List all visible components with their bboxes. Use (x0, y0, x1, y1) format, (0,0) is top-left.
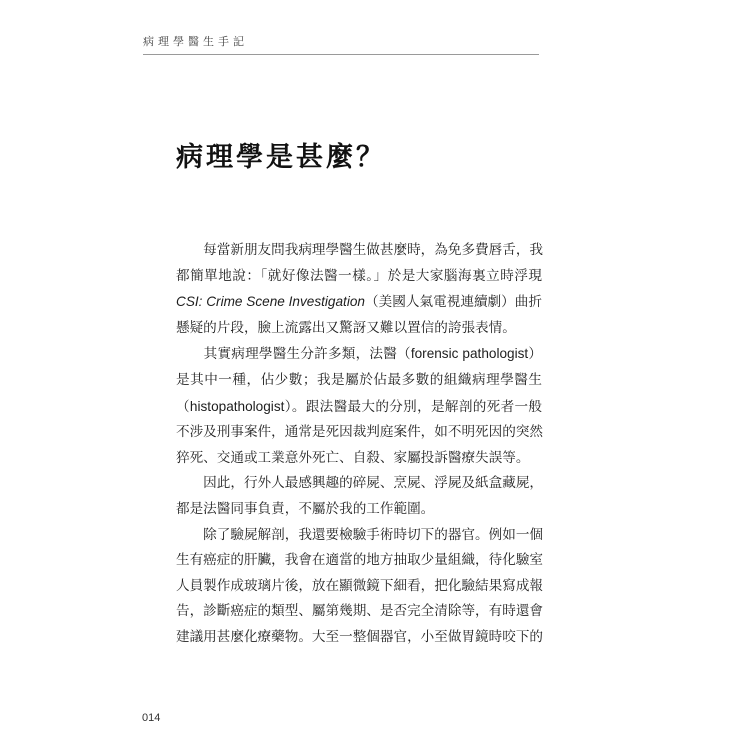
text-line (176, 341, 542, 368)
text-segment: 其實病理學醫生分許多類，法醫（ (176, 346, 411, 363)
text-segment: 因此，行外人最感興趣的碎屍、烹屍、浮屍及紙盒藏屍， (176, 475, 544, 492)
text-segment: （美國人氣電視連續劇）曲折 (364, 294, 543, 311)
text-segment: 是其中一種，佔少數；我是屬於佔最多數的組織病理學醫生 (176, 371, 542, 388)
text-segment: 不涉及刑事案件，通常是死因裁判庭案件，如不明死因的突然 (176, 424, 544, 441)
text-line (176, 548, 542, 574)
text-segment: 告，診斷癌症的類型、屬第幾期、是否完全清除等，有時還會 (176, 603, 544, 620)
text-segment: 人員製作成玻璃片後，放在顯微鏡下細看，把化驗結果寫成報 (176, 577, 544, 594)
text-line (176, 316, 542, 342)
text-segment: 建議用甚麼化療藥物。大至一整個器官，小至做胃鏡時咬下的 (176, 628, 544, 645)
text-segment: 生有癌症的肝臟，我會在適當的地方抽取少量組織，待化驗室 (176, 552, 544, 569)
paragraph (176, 238, 542, 341)
header-rule (143, 54, 539, 55)
text-line (176, 238, 542, 264)
paragraph (176, 341, 542, 471)
text-line (176, 264, 542, 290)
text-line (176, 394, 542, 421)
text-segment: 除了驗屍解剖，我還要檢驗手術時切下的器官。例如一個 (176, 526, 544, 543)
text-line (176, 625, 542, 651)
text-segment: 都是法醫同事負責，不屬於我的工作範圍。 (176, 500, 435, 517)
text-line (176, 523, 542, 549)
paragraph (176, 471, 542, 522)
text-segment: 猝死、交通或工業意外死亡、自殺、家屬投訴醫療失誤等。 (176, 449, 530, 466)
running-head: 病理學醫生手記 (143, 35, 248, 48)
paragraph (176, 523, 542, 651)
text-line (176, 497, 542, 523)
text-segment: ）。跟法醫最大的分別，是解剖的死者一般 (284, 398, 543, 415)
text-line (176, 368, 542, 394)
text-segment: 都簡單地說：「就好像法醫一樣。」於是大家腦海裏立時浮現 (176, 267, 542, 284)
body-text (176, 238, 542, 651)
text-segment: （ (176, 398, 190, 415)
english-term: histopathologist (189, 398, 285, 414)
text-line (176, 599, 542, 625)
text-line (176, 289, 542, 316)
english-term: forensic pathologist (410, 346, 529, 362)
text-segment: 每當新朋友問我病理學醫生做甚麼時，為免多費唇舌，我 (176, 242, 544, 258)
page-number: 014 (142, 712, 161, 724)
text-line (176, 471, 542, 497)
text-line (176, 420, 542, 446)
chapter-title: 病理學是甚麼？ (176, 142, 386, 173)
text-line (176, 446, 542, 472)
text-segment: 懸疑的片段，臉上流露出又驚訝又難以置信的誇張表情。 (176, 319, 516, 336)
text-line (176, 574, 542, 600)
text-segment: ） (528, 346, 543, 363)
english-term: CSI: Crime Scene Investigation (176, 294, 365, 310)
